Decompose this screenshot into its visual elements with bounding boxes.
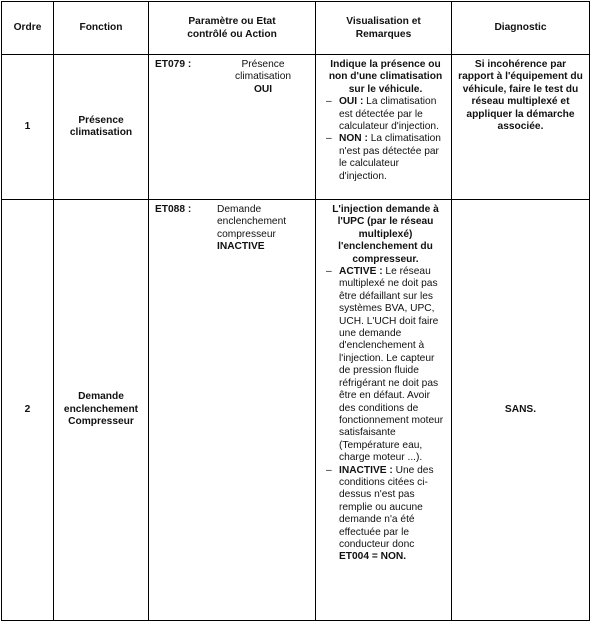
vis-intro: L'injection demande à l'UPC (par le réseau multiplexé) l'enclenchement du compresseur. — [332, 204, 439, 265]
header-diagnostic: Diagnostic — [452, 2, 590, 55]
row-fonction: Présence climatisation — [54, 55, 149, 200]
row-visualisation — [316, 200, 452, 621]
param-text: Présence climatisation — [234, 59, 292, 83]
row-ordre: 2 — [2, 200, 54, 621]
row-parametre — [149, 55, 316, 200]
header-row — [2, 2, 590, 55]
header-parametre: Paramètre ou Etat contrôlé ou Action — [149, 2, 316, 55]
header-fonction: Fonction — [54, 2, 149, 55]
vis-item — [326, 465, 445, 564]
vis-item-label: INACTIVE : — [339, 464, 393, 476]
vis-item-text: Une des conditions citées ci-dessus n'est pas remplie ou aucune demande n'a été effectuée par le conducteur donc — [339, 464, 434, 550]
header-ordre: Ordre — [2, 2, 54, 55]
vis-item — [326, 266, 445, 465]
row-parametre — [149, 200, 316, 621]
row-diagnostic: SANS. — [452, 200, 590, 621]
param-value: OUI — [253, 83, 273, 95]
diagnostic-table — [1, 1, 590, 621]
row-ordre: 1 — [2, 55, 54, 200]
vis-item-text: La climatisation est détectée par le calculateur d'injection. — [339, 96, 439, 133]
table-row — [2, 55, 590, 200]
vis-item-text: Le réseau multiplexé ne doit pas être défaillant sur les systèmes BVA, UPC, UCH. L'UCH doit faire une demande d'enclenchement à l'injection. Le capteur de pression fluide réfrigérant ne doit pas être en défaut. Avoir des conditions de fonctionnement moteur satisfaisante (Température eau, charge moteur ...). — [339, 266, 444, 464]
param-text: Demande enclenchement compresseur — [217, 204, 287, 240]
vis-item — [326, 96, 445, 133]
row-visualisation — [316, 55, 452, 200]
table-row — [2, 200, 590, 621]
vis-item-tail: ET004 = NON. — [339, 551, 407, 563]
vis-item-label: OUI : — [339, 96, 364, 108]
row-fonction: Demande enclenchement Compresseur — [54, 200, 149, 621]
vis-item-text: La climatisation n'est pas détectée par le calculateur d'injection. — [339, 133, 441, 182]
param-value: INACTIVE — [217, 241, 265, 253]
vis-item-label: NON : — [339, 133, 368, 145]
vis-intro: Indique la présence ou non d'une climatisation sur le véhicule. — [328, 59, 443, 95]
header-visualisation: Visualisation et Remarques — [316, 2, 452, 55]
row-diagnostic: Si incohérence par rapport à l'équipement du véhicule, faire le test du réseau multiplexé et appliquer la démarche associée. — [452, 55, 590, 200]
vis-item-label: ACTIVE : — [339, 266, 383, 278]
param-code: ET079 : — [155, 59, 192, 70]
vis-item — [326, 133, 445, 183]
param-code: ET088 : — [155, 204, 192, 215]
